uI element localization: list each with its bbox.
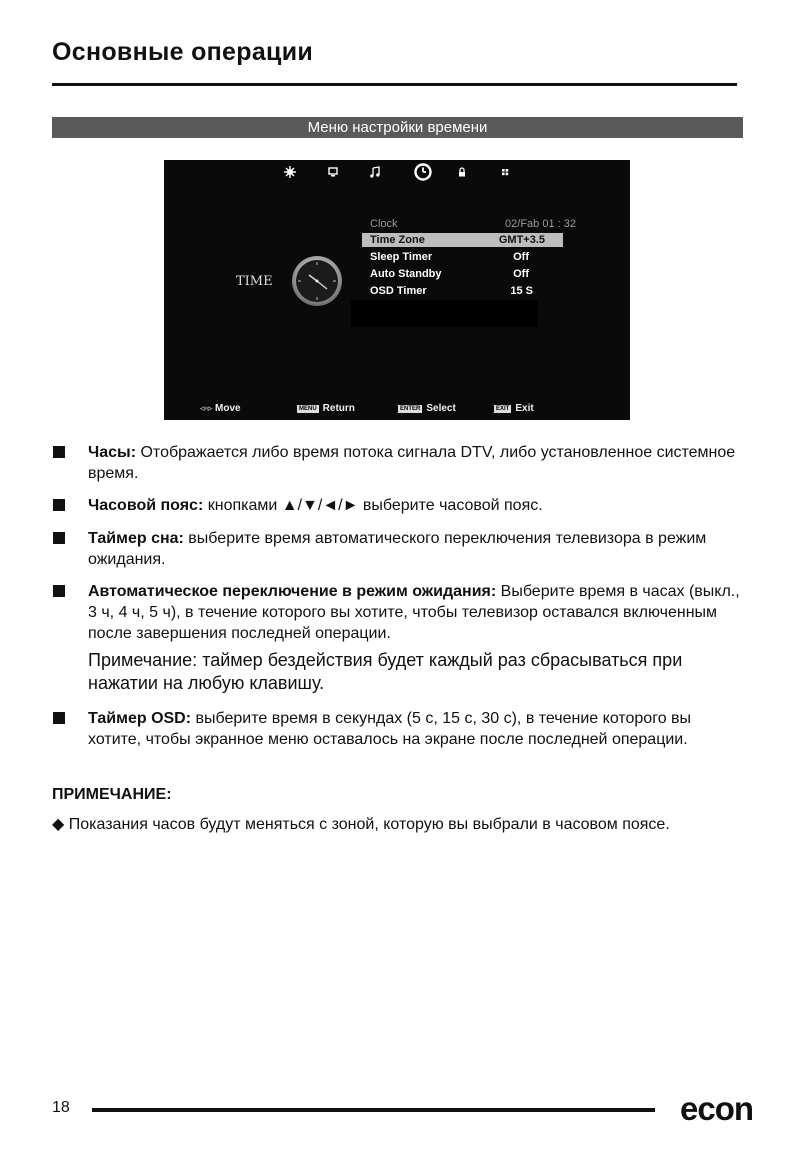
move-arrows-icon: ◃◦▹ [200,403,213,413]
menu-label: OSD Timer [370,285,427,297]
item-text: выберите время в секундах (5 с, 15 с, 30 с), в течение которого вы хотите, чтобы экранное меню оставалось на экране после последней операции. [88,710,692,748]
item-text: кнопками ▲/▼/◄/► выберите часовой пояс. [203,497,543,514]
item-text: Отображается либо время потока сигнала DTV, либо установленное системное время. [88,444,736,482]
menu-value: Off [513,268,529,280]
menu-label: Clock [370,218,398,230]
bullet-square-icon [53,712,65,724]
remark-text: ◆ Показания часов будут меняться с зоной, которую вы выбрали в часовом поясе. [52,816,670,833]
econ-logo [680,1094,770,1124]
footer-exit [494,403,534,414]
menu-row-time-zone[interactable] [362,233,563,247]
sound-icon [367,164,383,180]
section-title-bar: Меню настройки времени [52,117,743,138]
footer-move-label: Move [215,403,241,414]
logo-text: econ [680,1094,754,1124]
exit-key-icon: EXIT [496,406,510,412]
inactivity-note: Примечание: таймер бездействия будет каждый раз сбрасываться при нажатии на любую клавишу. [88,650,683,693]
menu-row-osd-timer[interactable] [362,284,563,298]
page-title: Основные операции [52,38,314,66]
bullet-square-icon [53,446,65,458]
menu-label: Sleep Timer [370,251,433,263]
footer-divider [92,1108,655,1112]
item-title: Таймер сна: [88,530,184,547]
item-text: Выберите время в часах (выкл., 3 ч, 4 ч, 5 ч), в течение которого вы хотите, чтобы телевизор оставался включенным после завершения последней операции. [88,583,740,642]
time-label: TIME [236,274,273,289]
menu-value: 15 S [510,285,533,297]
analog-clock-icon [291,255,343,307]
menu-row-auto-standby[interactable] [362,267,563,281]
footer-exit-label: Exit [515,403,534,414]
footer-return [297,403,355,414]
menu-value: GMT+3.5 [498,234,545,246]
clock-icon[interactable] [413,162,433,182]
item-title: Часовой пояс: [88,497,204,514]
page-number: 18 [52,1099,70,1116]
menu-row-sleep-timer[interactable] [362,250,563,264]
footer-return-label: Return [322,403,355,414]
menu-empty-area [351,300,538,327]
menu-value: Off [513,251,529,263]
menu-row-clock[interactable] [362,217,576,231]
footer-select [398,403,456,414]
picture-icon [282,164,298,180]
grid-icon [497,164,513,180]
menu-value: 02/Fab 01 : 32 [505,218,576,230]
screen-icon [325,164,341,180]
menu-label: Time Zone [370,234,425,246]
remark-heading: ПРИМЕЧАНИЕ: [52,786,172,803]
menu-key-icon: MENU [299,406,317,412]
bullet-square-icon [53,585,65,597]
title-divider [52,83,737,86]
menu-label: Auto Standby [370,268,442,280]
bullet-square-icon [53,532,65,544]
tv-osd-screen [164,160,630,420]
footer-select-label: Select [426,403,456,414]
item-text: выберите время автоматического переключения телевизора в режим ожидания. [88,530,707,568]
enter-key-icon: ENTER [400,406,421,412]
lock-icon [454,164,470,180]
bullet-square-icon [53,499,65,511]
item-title: Таймер OSD: [88,710,192,727]
item-title: Автоматическое переключение в режим ожидания: [88,583,497,600]
footer-move [200,403,241,414]
item-title: Часы: [88,444,137,461]
